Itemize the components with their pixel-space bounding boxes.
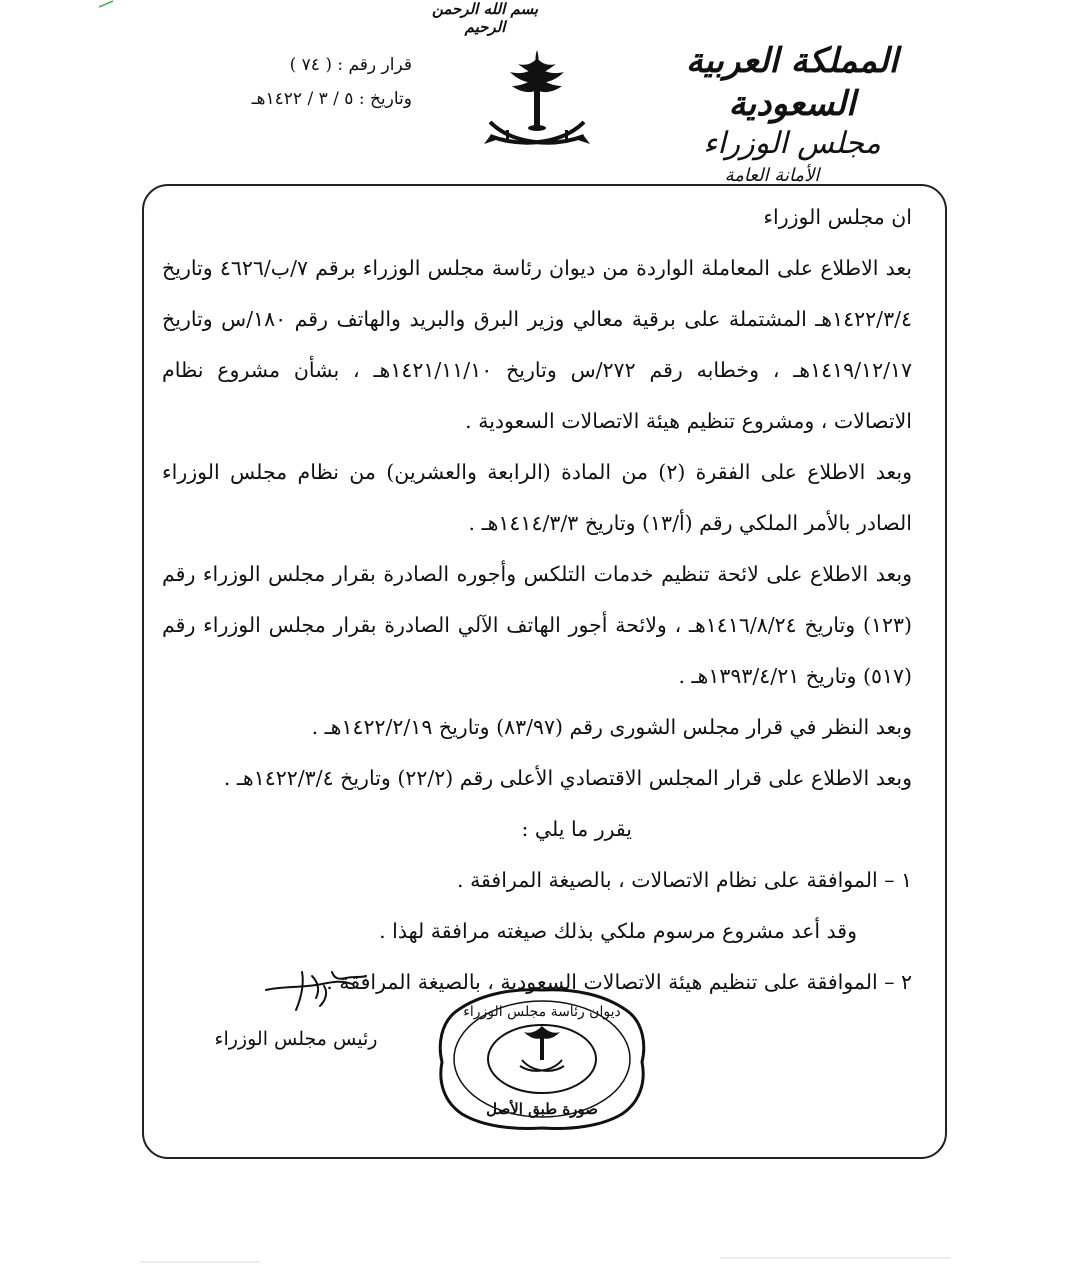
paragraph: وبعد النظر في قرار مجلس الشورى رقم (٨٣/٩٧) وتاريخ ١٤٢٢/٢/١٩هـ . xyxy=(311,715,912,739)
decision-meta xyxy=(172,48,412,116)
decision-body xyxy=(162,192,912,1008)
palm-swords-emblem xyxy=(482,44,592,162)
decision-date: وتاريخ : ٥ / ٣ / ١٤٢٢هـ xyxy=(251,89,412,109)
resolution-item-2: ٢ – الموافقة على تنظيم هيئة الاتصالات السعودية ، بالصيغة المرافقة . xyxy=(326,970,912,994)
resolution-item-1: ١ – الموافقة على نظام الاتصالات ، بالصيغة المرافقة . xyxy=(457,868,912,892)
corner-mark xyxy=(98,0,114,8)
official-seal xyxy=(436,986,648,1132)
seal-text: ديوان رئاسة مجلس الوزراء xyxy=(463,1004,621,1020)
decision-number: قرار رقم : ( ٧٤ ) xyxy=(289,55,412,75)
paragraph: وبعد الاطلاع على قرار المجلس الاقتصادي الأعلى رقم (٢٢/٢) وتاريخ ١٤٢٢/٣/٤هـ . xyxy=(223,766,912,790)
page-bottom-edge xyxy=(140,1252,960,1264)
paragraph: وبعد الاطلاع على لائحة تنظيم خدمات التلكس وأجوره الصادرة بقرار مجلس الوزراء رقم (١٢٣) وتاريخ ١٤١٦/٨/٢٤هـ ، ولائحة أجور الهاتف الآلي الصادرة بقرار مجلس الوزراء رقم (٥١٧) وتاريخ ١٣٩٣/٤/٢١هـ . xyxy=(162,562,912,688)
resolution-item-1-note: وقد أعد مشروع مرسوم ملكي بذلك صيغته مرافقة لهذا . xyxy=(379,919,857,943)
letterhead-country: المملكة العربية السعودية xyxy=(685,41,899,124)
signature-title: رئيس مجلس الوزراء xyxy=(214,1028,378,1050)
letterhead-secretariat: الأمانة العامة xyxy=(724,164,820,186)
letterhead xyxy=(642,40,942,188)
paragraph: بعد الاطلاع على المعاملة الواردة من ديوان رئاسة مجلس الوزراء برقم ٧/ب/٤٦٢٦ وتاريخ ١٤٢٢/٣/٤هـ المشتملة على برقية معالي وزير البرق والبريد والهاتف رقم ١٨٠/س وتاريخ ١٤١٩/١٢/١٧هـ ، وخطابه رقم ٢٧٢/س وتاريخ ١٤٢١/١١/١٠هـ ، بشأن مشروع نظام الاتصالات ، ومشروع تنظيم هيئة الاتصالات السعودية . xyxy=(162,256,913,433)
basmala: بسم الله الرحمن الرحيم xyxy=(431,0,539,36)
seal-bottom-text: صورة طبق الأصل xyxy=(486,1100,598,1118)
resolves-heading: يقرر ما يلي : xyxy=(521,817,632,841)
letterhead-council: مجلس الوزراء xyxy=(703,126,881,161)
opening-line: ان مجلس الوزراء xyxy=(763,205,912,229)
paragraph: وبعد الاطلاع على الفقرة (٢) من المادة (الرابعة والعشرين) من نظام مجلس الوزراء الصادر بالأمر الملكي رقم (أ/١٣) وتاريخ ١٤١٤/٣/٣هـ . xyxy=(162,460,912,535)
handwritten-signature xyxy=(262,966,372,1016)
